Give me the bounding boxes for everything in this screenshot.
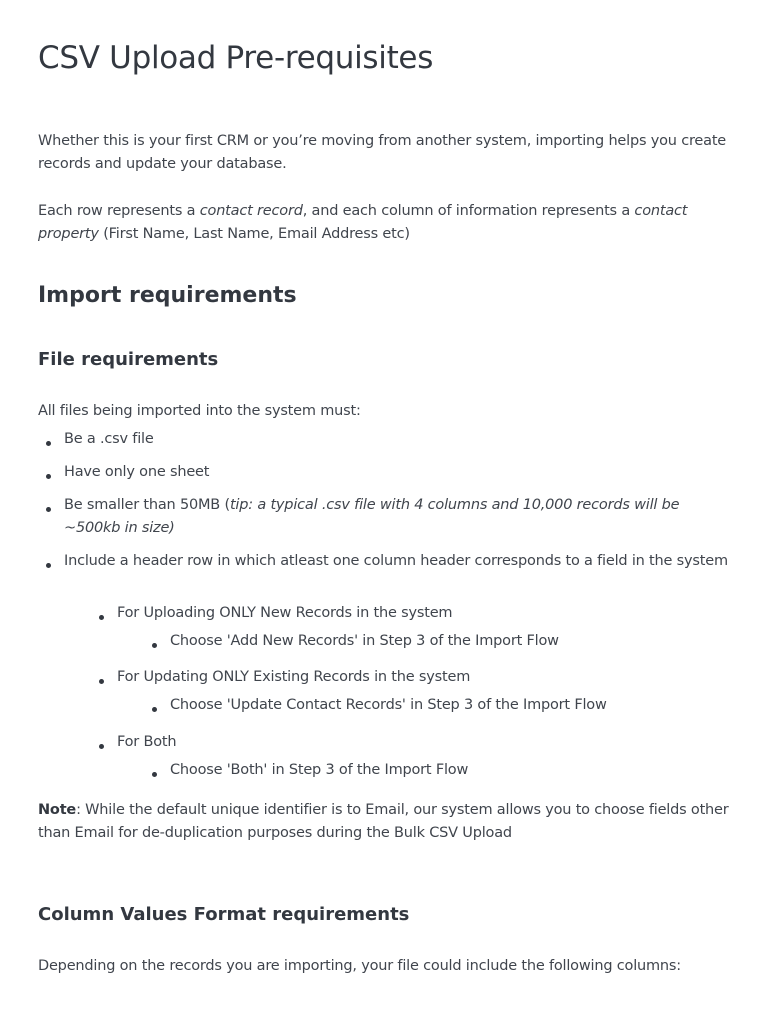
import-requirements-heading: Import requirements	[38, 283, 297, 308]
column-values-heading: Column Values Format requirements	[38, 904, 410, 925]
text-run: Be smaller than 50MB (	[64, 497, 230, 513]
bullet-dot	[152, 643, 157, 648]
file-requirements-heading: File requirements	[38, 349, 219, 370]
note-text: : While the default unique identifier is to Email, our system allows you to choose fields other than Email for de-duplication purposes during the Bulk CSV Upload	[38, 802, 729, 841]
column-values-lead: Depending on the records you are importing, your file could include the following columns:	[38, 958, 681, 974]
sub-sub-item-both: Choose 'Both' in Step 3 of the Import Flow	[170, 762, 469, 778]
text-run: (First Name, Last Name, Email Address etc)	[98, 226, 410, 242]
sub-item-new-records: For Uploading ONLY New Records in the system	[117, 605, 453, 621]
emphasis-contact-property: contact property	[38, 203, 688, 242]
sub-item-both: For Both	[117, 734, 177, 750]
sub-sub-item-update-contacts: Choose 'Update Contact Records' in Step 3 of the Import Flow	[170, 697, 607, 713]
list-item-one-sheet: Have only one sheet	[64, 464, 210, 480]
list-item-csv: Be a .csv file	[64, 431, 154, 447]
bullet-dot	[99, 615, 104, 620]
file-requirements-lead: All files being imported into the system must:	[38, 403, 361, 419]
bullet-dot	[46, 507, 51, 512]
page-title: CSV Upload Pre-requisites	[38, 40, 434, 76]
sub-item-existing-records: For Updating ONLY Existing Records in the system	[117, 669, 471, 685]
list-item-size	[64, 494, 734, 540]
row-column-paragraph	[38, 200, 738, 246]
bullet-dot	[99, 744, 104, 749]
note-paragraph	[38, 799, 738, 845]
bullet-dot	[46, 441, 51, 446]
intro-paragraph: Whether this is your first CRM or you’re moving from another system, importing helps you create records and update your database.	[38, 133, 727, 172]
text-run: Each row represents a	[38, 203, 200, 219]
emphasis-contact-record: contact record	[199, 203, 303, 219]
bullet-dot	[46, 563, 51, 568]
sub-sub-item-add-new: Choose 'Add New Records' in Step 3 of the Import Flow	[170, 633, 559, 649]
bullet-dot	[99, 679, 104, 684]
note-label: Note	[38, 802, 77, 818]
bullet-dot	[46, 474, 51, 479]
bullet-dot	[152, 772, 157, 777]
list-item-header-row: Include a header row in which atleast one column header corresponds to a field in the system	[64, 553, 728, 569]
text-run: , and each column of information represents a	[302, 203, 635, 219]
size-tip: tip: a typical .csv file with 4 columns and 10,000 records will be ~500kb in size)	[64, 497, 680, 536]
bullet-dot	[152, 707, 157, 712]
